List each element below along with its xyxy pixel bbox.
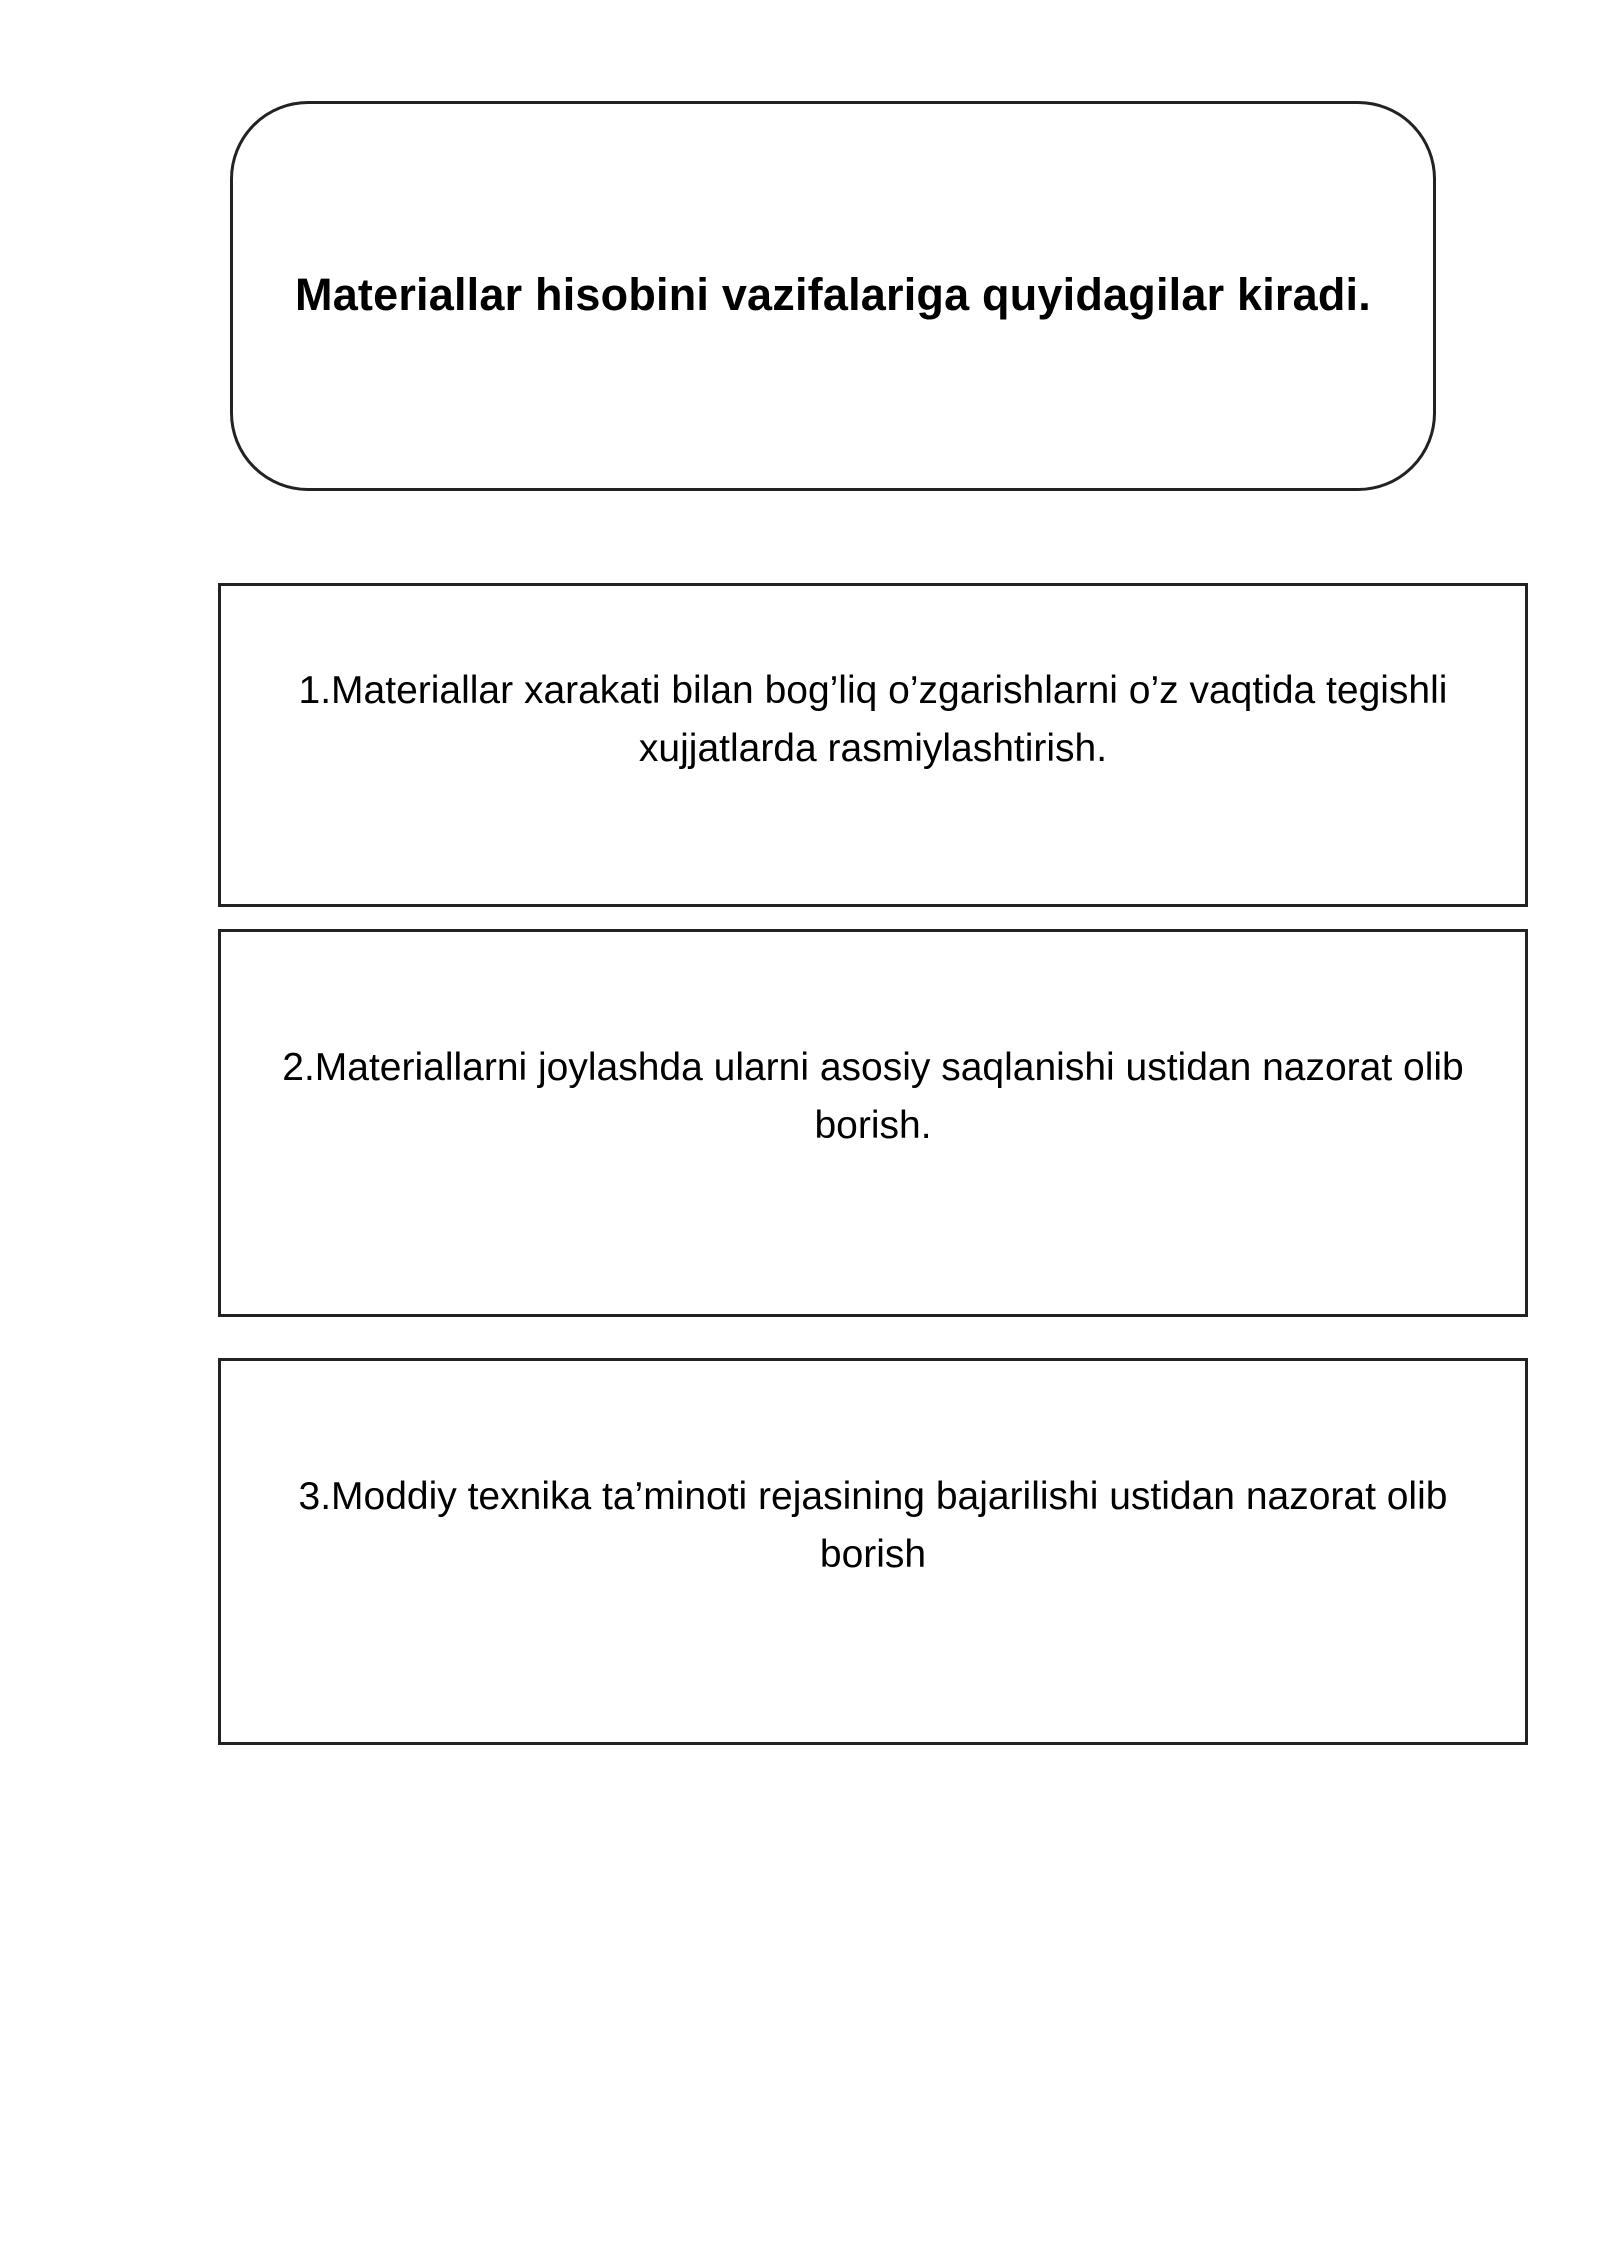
task-box-1 bbox=[218, 583, 1528, 907]
task-box-2 bbox=[218, 929, 1528, 1317]
task-text-3: 3.Moddiy texnika ta’minoti rejasining bajarilishi ustidan nazorat olib borish bbox=[298, 1475, 1448, 1576]
document-title: Materiallar hisobini vazifalariga quyidagilar kiradi. bbox=[295, 269, 1371, 320]
title-box bbox=[230, 101, 1436, 491]
task-box-3 bbox=[218, 1358, 1528, 1745]
task-text-1: 1.Materiallar xarakati bilan bog’liq o’zgarishlarni o’z vaqtida tegishli xujjatlarda rasmiylashtirish. bbox=[298, 669, 1448, 770]
task-text-2: 2.Materiallarni joylashda ularni asosiy saqlanishi ustidan nazorat olib borish. bbox=[282, 1046, 1464, 1147]
